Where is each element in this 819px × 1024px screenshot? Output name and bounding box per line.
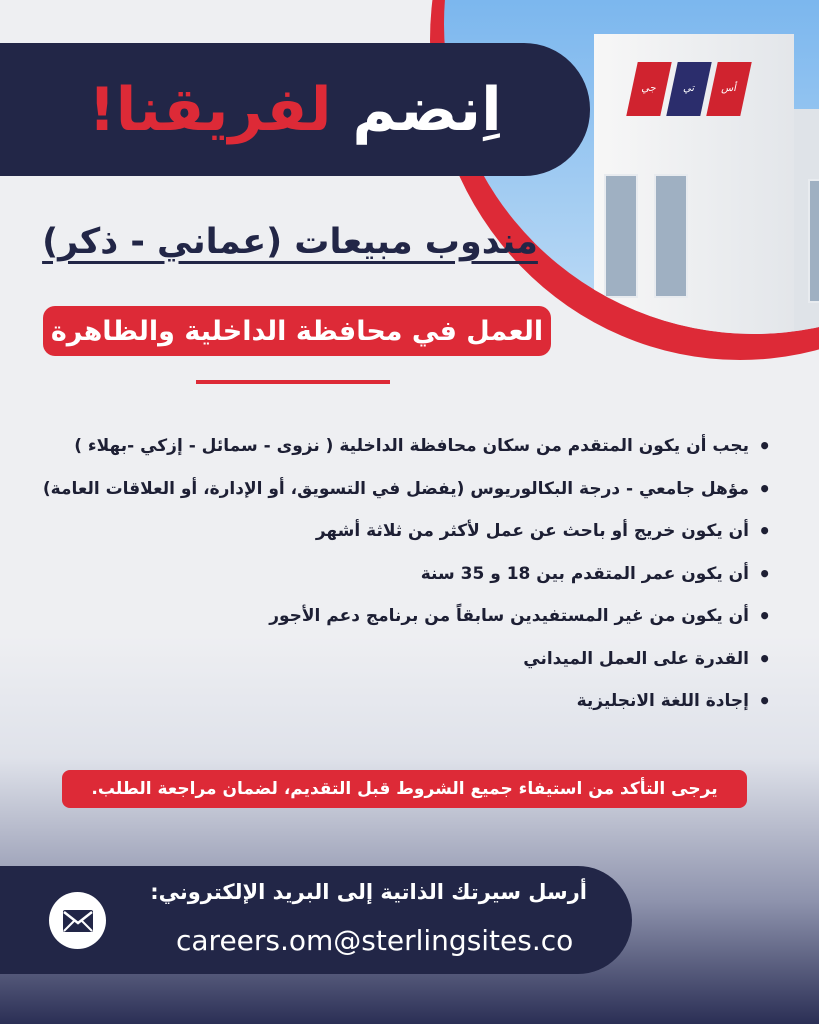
list-item: • يجب أن يكون المتقدم من سكان محافظة الداخلية ( نزوى - سمائل - إزكي -بهلاء ) — [41, 425, 771, 468]
job-title: مندوب مبيعات (عماني - ذكر) — [42, 222, 538, 262]
list-item: • أن يكون عمر المتقدم بين 18 و 35 سنة — [41, 553, 771, 596]
list-item: • مؤهل جامعي - درجة البكالوريوس (يفضل في التسويق، أو الإدارة، أو العلاقات العامة) — [41, 468, 771, 511]
list-item: • أن يكون خريج أو باحث عن عمل لأكثر من ثلاثة أشهر — [41, 510, 771, 553]
contact-label: أرسل سيرتك الذاتية إلى البريد الإلكتروني: — [150, 880, 587, 904]
list-item: • أن يكون من غير المستفيدين سابقاً من برنامج دعم الأجور — [41, 595, 771, 638]
header-title: اِنضم لفريقنا! — [88, 74, 502, 145]
envelope-icon — [49, 892, 106, 949]
notice-banner: يرجى التأكد من استيفاء جميع الشروط قبل التقديم، لضمان مراجعة الطلب. — [62, 770, 747, 808]
contact-email[interactable]: careers.om@sterlingsites.co — [176, 924, 574, 957]
requirements-list — [41, 425, 771, 723]
list-item: • إجادة اللغة الانجليزية — [41, 680, 771, 723]
building-side — [794, 109, 819, 334]
location-badge: العمل في محافظة الداخلية والظاهرة — [43, 306, 551, 356]
list-item: • القدرة على العمل الميداني — [41, 638, 771, 681]
header-banner — [0, 43, 590, 176]
divider — [196, 380, 390, 384]
company-logo: جي تي أس — [626, 62, 751, 116]
